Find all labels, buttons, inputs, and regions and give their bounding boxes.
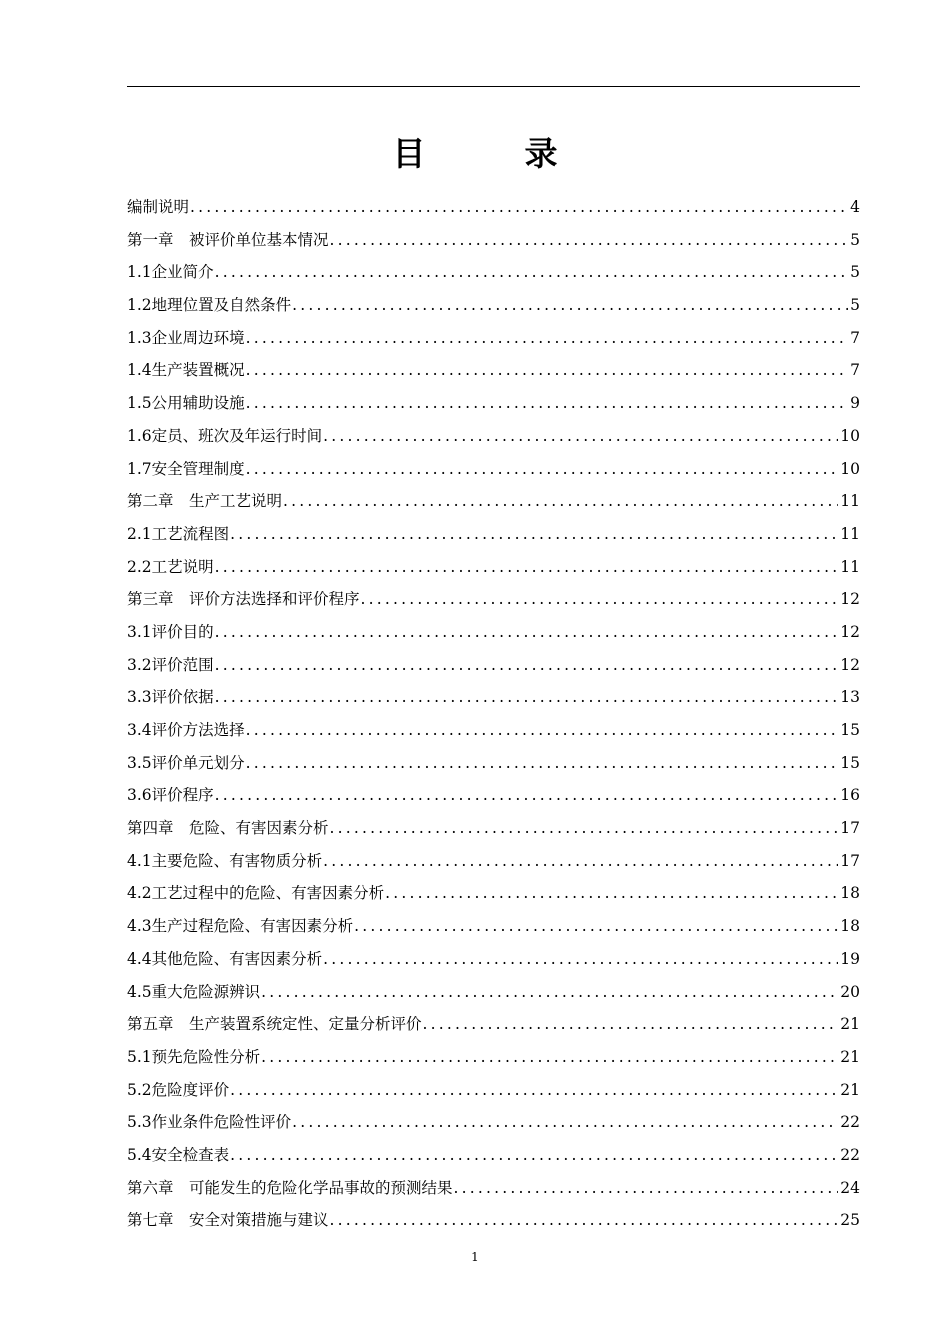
toc-page-number: 16 [840,786,860,805]
toc-leader-dots [330,224,849,257]
toc-page-number: 21 [840,1080,860,1099]
toc-leader-dots [230,1074,838,1107]
toc-entry-label: 4.1主要危险、有害物质分析 [127,851,323,870]
toc-entry-label: 4.4其他危险、有害因素分析 [127,949,323,968]
toc-page-number: 7 [850,361,860,380]
toc-page-number: 11 [840,557,860,576]
toc-entry[interactable] [127,779,860,812]
toc-entry-label: 3.1评价目的 [127,622,214,641]
toc-entry-label: 1.6定员、班次及年运行时间 [127,426,323,445]
toc-entry[interactable] [127,976,860,1009]
toc-entry-label: 1.7安全管理制度 [127,459,245,478]
toc-entry-label: 3.5评价单元划分 [127,753,245,772]
toc-page-number: 20 [840,982,860,1001]
toc-entry[interactable] [127,845,860,878]
toc-entry-label: 3.2评价范围 [127,655,214,674]
toc-entry[interactable] [127,1041,860,1074]
toc-leader-dots [215,779,839,812]
toc-entry[interactable] [127,649,860,682]
toc-leader-dots [330,812,839,845]
toc-leader-dots [323,845,838,878]
toc-entry[interactable] [127,1106,860,1139]
toc-page-number: 18 [840,917,860,936]
toc-page-number: 22 [840,1145,860,1164]
toc-leader-dots [323,943,838,976]
toc-entry[interactable] [127,518,860,551]
toc-leader-dots [246,354,848,387]
toc-leader-dots [330,1204,839,1237]
toc-entry[interactable] [127,289,860,322]
toc-entry[interactable] [127,256,860,289]
toc-page-number: 5 [850,263,860,282]
toc-entry-label: 第二章 生产工艺说明 [127,492,283,511]
toc-page-number: 10 [840,426,860,445]
toc-entry[interactable] [127,453,860,486]
toc-leader-dots [292,289,848,322]
toc-entry[interactable] [127,714,860,747]
toc-leader-dots [215,681,839,714]
toc-leader-dots [454,1172,839,1205]
toc-entry[interactable] [127,1008,860,1041]
toc-entry[interactable] [127,1204,860,1237]
toc-entry[interactable] [127,322,860,355]
toc-leader-dots [423,1008,839,1041]
toc-entry[interactable] [127,681,860,714]
toc-entry-label: 4.3生产过程危险、有害因素分析 [127,917,354,936]
toc-entry-label: 1.5公用辅助设施 [127,394,245,413]
toc-leader-dots [361,583,839,616]
toc-entry[interactable] [127,485,860,518]
toc-page-number: 18 [840,884,860,903]
toc-entry-label: 第三章 评价方法选择和评价程序 [127,590,360,609]
toc-entry-label: 第七章 安全对策措施与建议 [127,1211,329,1230]
toc-entry-label: 2.1工艺流程图 [127,524,230,543]
toc-page-number: 5 [850,230,860,249]
header-rule [127,86,860,87]
toc-leader-dots [215,551,839,584]
toc-page-number: 11 [840,492,860,511]
toc-page-number: 19 [840,949,860,968]
toc-page-number: 15 [840,721,860,739]
toc-leader-dots [261,976,838,1009]
toc-page-number: 15 [840,753,860,772]
toc-entry-label: 编制说明 [127,198,190,216]
toc-page-number: 7 [850,328,860,347]
toc-page-number: 12 [840,622,860,641]
toc-page-number: 13 [840,688,860,707]
toc-leader-dots [230,518,838,551]
toc-entry[interactable] [127,583,860,616]
toc-page-number: 11 [840,524,860,543]
page-number: 1 [471,1250,479,1264]
toc-entry[interactable] [127,616,860,649]
toc-entry[interactable] [127,877,860,910]
table-of-contents [127,191,860,1237]
toc-page-number: 4 [850,198,860,216]
toc-leader-dots [190,191,848,224]
toc-page-number: 9 [850,394,860,413]
toc-leader-dots [354,910,838,943]
toc-leader-dots [246,322,848,355]
toc-entry[interactable] [127,551,860,584]
toc-page-number: 21 [840,1047,860,1066]
toc-entry[interactable] [127,387,860,420]
toc-entry-label: 1.4生产装置概况 [127,361,245,380]
toc-leader-dots [246,747,839,780]
toc-entry-label: 第一章 被评价单位基本情况 [127,230,329,249]
toc-entry[interactable] [127,354,860,387]
toc-page-number: 17 [840,819,860,838]
toc-entry-label: 4.5重大危险源辨识 [127,982,261,1001]
toc-entry-label: 3.4评价方法选择 [127,721,245,739]
toc-entry-label: 3.6评价程序 [127,786,214,805]
toc-entry[interactable] [127,910,860,943]
toc-entry[interactable] [127,943,860,976]
toc-entry-label: 1.1企业简介 [127,263,214,282]
toc-leader-dots [215,256,848,289]
toc-entry[interactable] [127,224,860,257]
toc-entry-label: 5.4安全检查表 [127,1145,230,1164]
toc-page-number: 10 [840,459,860,478]
toc-leader-dots [215,649,839,682]
toc-leader-dots [292,1106,838,1139]
toc-leader-dots [230,1139,838,1172]
toc-entry-label: 3.3评价依据 [127,688,214,707]
toc-leader-dots [246,453,839,486]
toc-entry-label: 5.2危险度评价 [127,1080,230,1099]
toc-entry[interactable] [127,191,860,224]
toc-leader-dots [323,420,838,453]
toc-page-number: 21 [840,1015,860,1034]
toc-entry-label: 4.2工艺过程中的危险、有害因素分析 [127,884,385,903]
toc-page-number: 22 [840,1113,860,1132]
toc-page-number: 5 [850,296,860,315]
toc-page-number: 12 [840,655,860,674]
toc-entry[interactable] [127,747,860,780]
toc-entry-label: 第五章 生产装置系统定性、定量分析评价 [127,1015,422,1034]
toc-page-number: 24 [840,1178,860,1197]
toc-leader-dots [283,485,838,518]
toc-page-number: 12 [840,590,860,609]
toc-leader-dots [385,877,838,910]
toc-entry[interactable] [127,812,860,845]
toc-entry-label: 2.2工艺说明 [127,557,214,576]
toc-entry-label: 第六章 可能发生的危险化学品事故的预测结果 [127,1178,453,1197]
toc-page-number: 25 [840,1211,860,1230]
toc-entry-label: 5.3作业条件危险性评价 [127,1113,292,1132]
toc-entry-label: 第四章 危险、有害因素分析 [127,819,329,838]
toc-leader-dots [246,387,848,420]
toc-entry-label: 1.3企业周边环境 [127,328,245,347]
toc-entry[interactable] [127,1074,860,1107]
toc-leader-dots [261,1041,838,1074]
toc-page-number: 17 [840,851,860,870]
toc-entry[interactable] [127,420,860,453]
toc-leader-dots [215,616,839,649]
toc-leader-dots [246,714,839,747]
toc-entry[interactable] [127,1139,860,1172]
toc-entry[interactable] [127,1172,860,1205]
page-title: 目 录 [392,134,558,173]
toc-entry-label: 1.2地理位置及自然条件 [127,296,292,315]
toc-entry-label: 5.1预先危险性分析 [127,1047,261,1066]
